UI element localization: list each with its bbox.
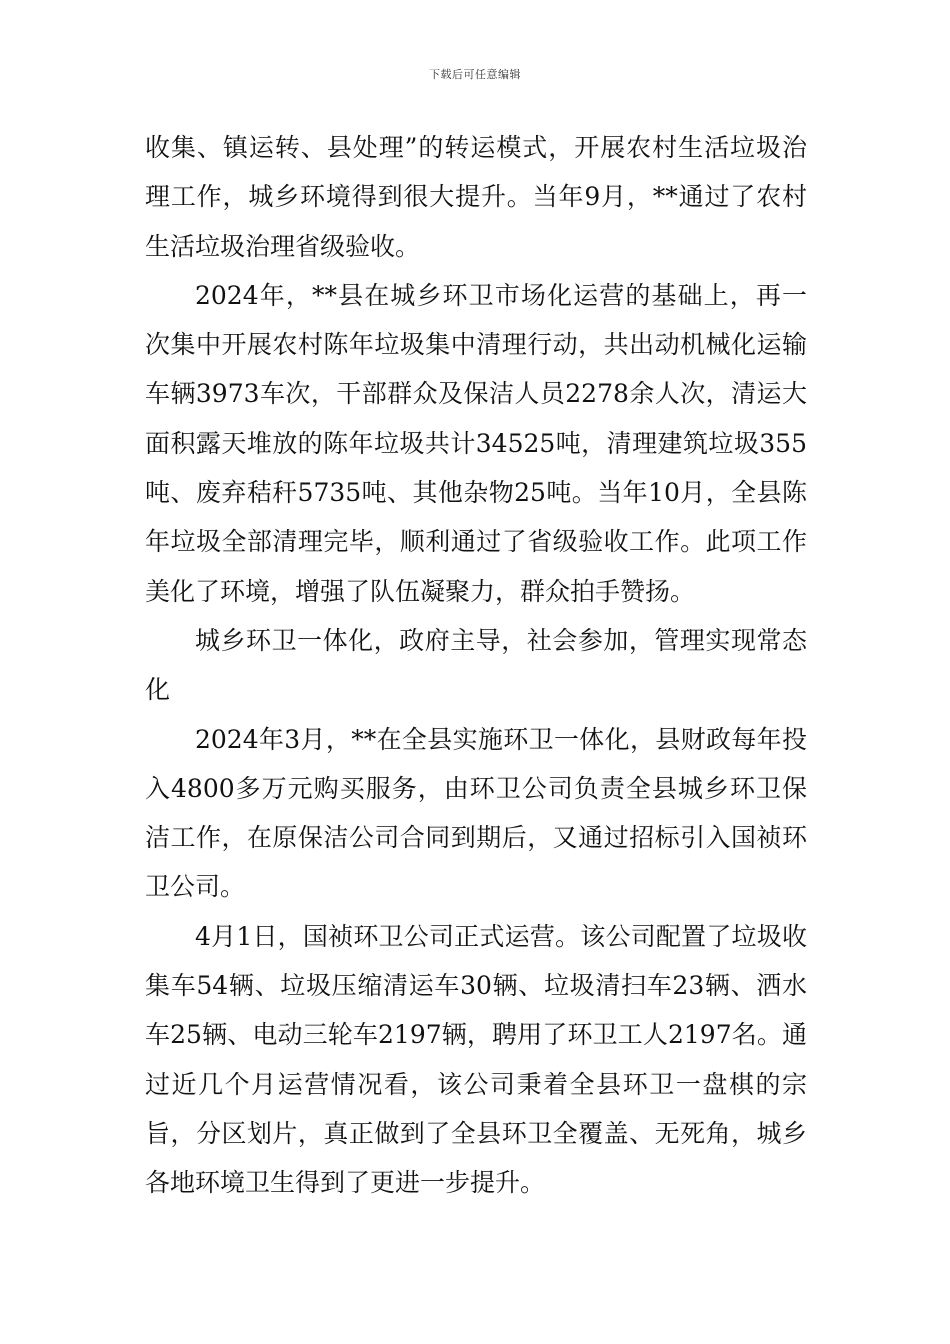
paragraph-integration-march: 2024年3月，**在全县实施环卫一体化，县财政每年投入4800多万元购买服务，由环卫公司负责全县城乡环卫保洁工作，在原保洁公司合同到期后，又通过招标引入国祯环卫公司。 (145, 724, 807, 902)
paragraph-continuation: 收集、镇运转、县处理”的转运模式，开展农村生活垃圾治理工作，城乡环境得到很大提升。当年9月，**通过了农村生活垃圾治理省级验收。 (145, 133, 807, 261)
section-heading-integration: 城乡环卫一体化，政府主导，社会参加，管理实现常态化 (145, 625, 807, 705)
paragraph-cleanup-2024: 2024年，**县在城乡环卫市场化运营的基础上，再一次集中开展农村陈年垃圾集中清理行动，共出动机械化运输车辆3973车次，干部群众及保洁人员2278余人次，清运大面积露天堆放的陈年垃圾共计34525吨，清理建筑垃圾355吨、废弃秸秆5735吨、其他杂物25吨。当年10月，全县陈年垃圾全部清理完毕，顺利通过了省级验收工作。此项工作美化了环境，增强了队伍凝聚力，群众拍手赞扬。 (145, 280, 807, 606)
document-body (145, 123, 807, 1208)
paragraph-company-operation: 4月1日，国祯环卫公司正式运营。该公司配置了垃圾收集车54辆、垃圾压缩清运车30辆、垃圾清扫车23辆、洒水车25辆、电动三轮车2197辆，聘用了环卫工人2197名。通过近几个月运营情况看，该公司秉着全县环卫一盘棋的宗旨，分区划片，真正做到了全县环卫全覆盖、无死角，城乡各地环境卫生得到了更进一步提升。 (145, 921, 807, 1198)
page-header-note: 下载后可任意编辑 (429, 68, 521, 81)
